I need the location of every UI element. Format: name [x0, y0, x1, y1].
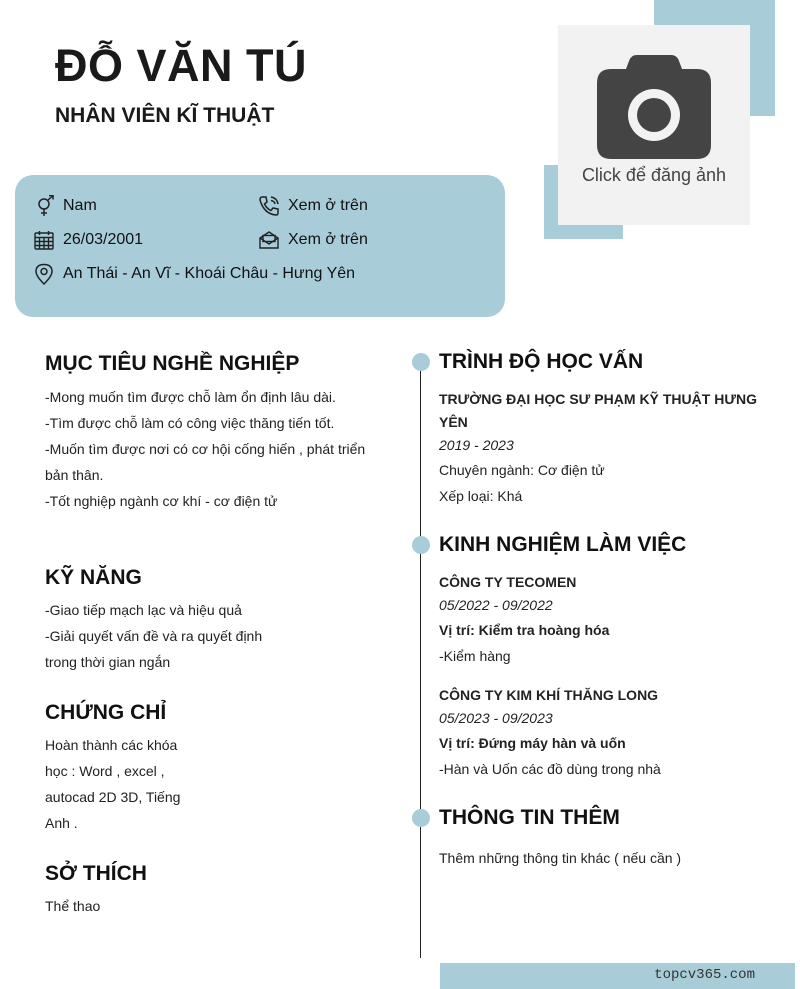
contact-gender [33, 195, 97, 217]
certificates-text [45, 732, 180, 836]
hobbies-text [45, 893, 100, 919]
company-name: CÔNG TY KIM KHÍ THĂNG LONG [439, 687, 659, 703]
contact-address [33, 263, 355, 285]
timeline-dot-additional [412, 809, 430, 827]
education-grade: Xếp loại: Khá [439, 488, 523, 504]
job-description: -Hàn và Uốn các đồ dùng trong nhà [439, 761, 661, 777]
job-title: NHÂN VIÊN KĨ THUẬT [55, 104, 275, 127]
contact-box [15, 175, 505, 317]
company-name: CÔNG TY TECOMEN [439, 574, 577, 590]
mail-icon [258, 229, 280, 251]
candidate-name: ĐỖ VĂN TÚ [55, 40, 307, 91]
contact-email [258, 229, 368, 251]
job-position: Vị trí: Đứng máy hàn và uốn [439, 735, 626, 751]
education-entry [439, 388, 757, 509]
hobbies-line: Thể thao [45, 898, 101, 914]
job-period: 05/2023 - 09/2023 [439, 710, 553, 726]
objective-text [45, 384, 365, 514]
education-period: 2019 - 2023 [439, 437, 514, 453]
education-title: TRÌNH ĐỘ HỌC VẤN [439, 350, 644, 373]
objective-title: MỤC TIÊU NGHỀ NGHIỆP [45, 352, 300, 375]
objective-line: bản thân. [45, 467, 104, 483]
camera-icon [597, 55, 711, 159]
job-description: -Kiểm hàng [439, 648, 511, 664]
certificates-line: Hoàn thành các khóa [45, 737, 178, 753]
certificates-line: Anh . [45, 815, 78, 831]
birthday-value: 26/03/2001 [63, 231, 144, 248]
location-pin-icon [33, 263, 55, 285]
skills-line: trong thời gian ngắn [45, 654, 171, 670]
timeline-dot-education [412, 353, 430, 371]
skills-line: -Giao tiếp mạch lạc và hiệu quả [45, 602, 242, 618]
contact-birthday [33, 229, 143, 251]
skills-text [45, 597, 262, 675]
school-name: TRƯỜNG ĐẠI HỌC SƯ PHẠM KỸ THUẬT HƯNG YÊN [439, 391, 757, 430]
timeline-line [420, 362, 421, 958]
experience-title: KINH NGHIỆM LÀM VIỆC [439, 533, 687, 556]
photo-upload[interactable] [558, 25, 750, 225]
contact-phone [258, 195, 368, 217]
email-value: Xem ở trên [288, 231, 368, 248]
skills-line: -Giải quyết vấn đề và ra quyết định [45, 628, 263, 644]
gender-icon [33, 195, 55, 217]
phone-icon [258, 195, 280, 217]
objective-line: -Tốt nghiệp ngành cơ khí - cơ điện tử [45, 493, 278, 509]
skills-title: KỸ NĂNG [45, 566, 142, 589]
timeline-dot-experience [412, 536, 430, 554]
job-position: Vị trí: Kiểm tra hoàng hóa [439, 622, 610, 638]
objective-line: -Tìm được chỗ làm có công việc thăng tiến tốt. [45, 415, 335, 431]
photo-upload-label: Click để đăng ảnh [581, 165, 727, 185]
experience-entry [439, 684, 757, 782]
phone-value: Xem ở trên [288, 197, 368, 214]
footer-bar [440, 963, 795, 989]
additional-text: Thêm những thông tin khác ( nếu cần ) [439, 850, 682, 866]
calendar-icon [33, 229, 55, 251]
hobbies-title: SỞ THÍCH [45, 862, 147, 885]
experience-entry [439, 571, 757, 669]
job-period: 05/2022 - 09/2022 [439, 597, 553, 613]
certificates-line: autocad 2D 3D, Tiếng [45, 789, 181, 805]
certificates-title: CHỨNG CHỈ [45, 701, 167, 724]
address-value: An Thái - An Vĩ - Khoái Châu - Hưng Yên [63, 265, 356, 282]
certificates-line: học : Word , excel , [45, 763, 165, 779]
additional-title: THÔNG TIN THÊM [439, 806, 620, 829]
gender-value: Nam [63, 197, 97, 214]
education-major: Chuyên ngành: Cơ điện tử [439, 462, 605, 478]
footer-brand: topcv365.com [654, 967, 755, 983]
objective-line: -Muốn tìm được nơi có cơ hội cống hiến , phát triển [45, 441, 366, 457]
objective-line: -Mong muốn tìm được chỗ làm ổn định lâu dài. [45, 389, 336, 405]
